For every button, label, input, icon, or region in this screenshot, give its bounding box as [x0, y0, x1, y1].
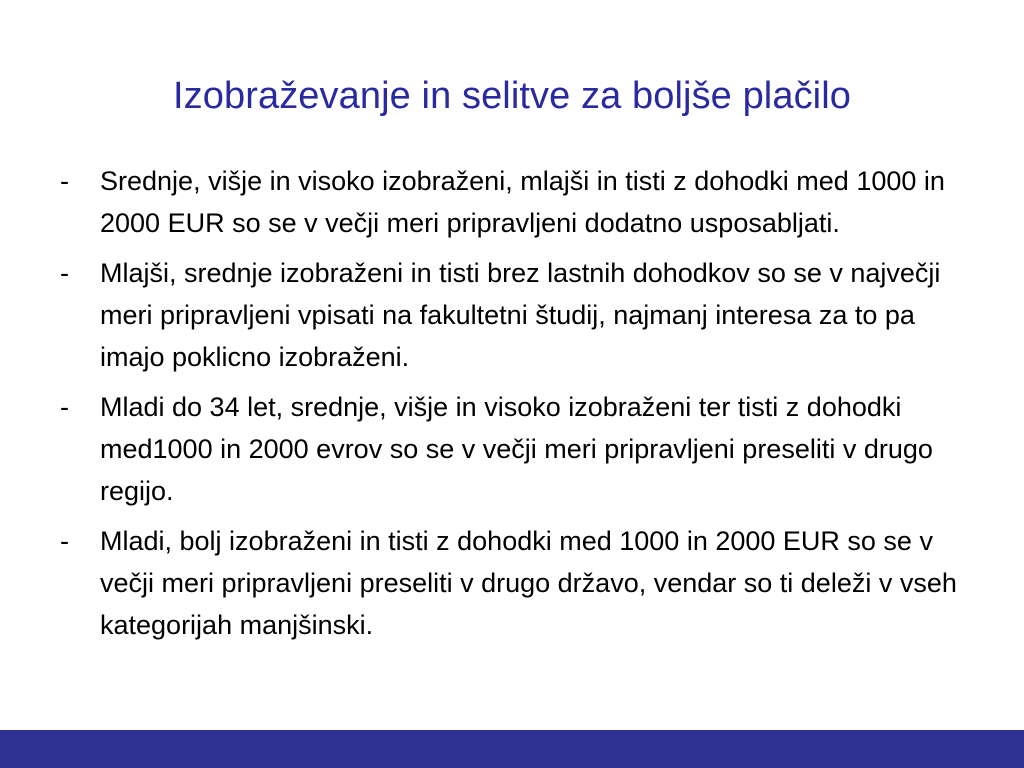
- footer-bar: [0, 730, 1024, 768]
- bullet-marker: -: [60, 258, 69, 288]
- bullet-text: Srednje, višje in visoko izobraženi, mlajši in tisti z dohodki med 1000 in 2000 EUR so se v večji meri pripravljeni dodatno usposabljati.: [100, 166, 945, 238]
- bullet-item: [60, 252, 980, 378]
- bullet-list: [60, 160, 980, 654]
- slide-title: Izobraževanje in selitve za boljše plačilo: [172, 75, 851, 117]
- bullet-text: Mladi, bolj izobraženi in tisti z dohodki med 1000 in 2000 EUR so se v večji meri pripravljeni preseliti v drugo državo, vendar so ti deleži v vseh kategorijah manjšinski.: [100, 526, 957, 640]
- bullet-text: Mlajši, srednje izobraženi in tisti brez lastnih dohodkov so se v največji meri pripravljeni vpisati na fakultetni študij, najmanj interesa za to pa imajo poklicno izobraženi.: [100, 258, 941, 372]
- bullet-item: [60, 160, 980, 244]
- bullet-item: [60, 520, 980, 646]
- bullet-item: [60, 386, 980, 512]
- bullet-marker: -: [60, 392, 69, 422]
- bullet-marker: -: [60, 526, 69, 556]
- bullet-text: Mladi do 34 let, srednje, višje in visoko izobraženi ter tisti z dohodki med1000 in 2000 evrov so se v večji meri pripravljeni preseliti v drugo regijo.: [100, 392, 933, 506]
- bullet-marker: -: [60, 166, 69, 196]
